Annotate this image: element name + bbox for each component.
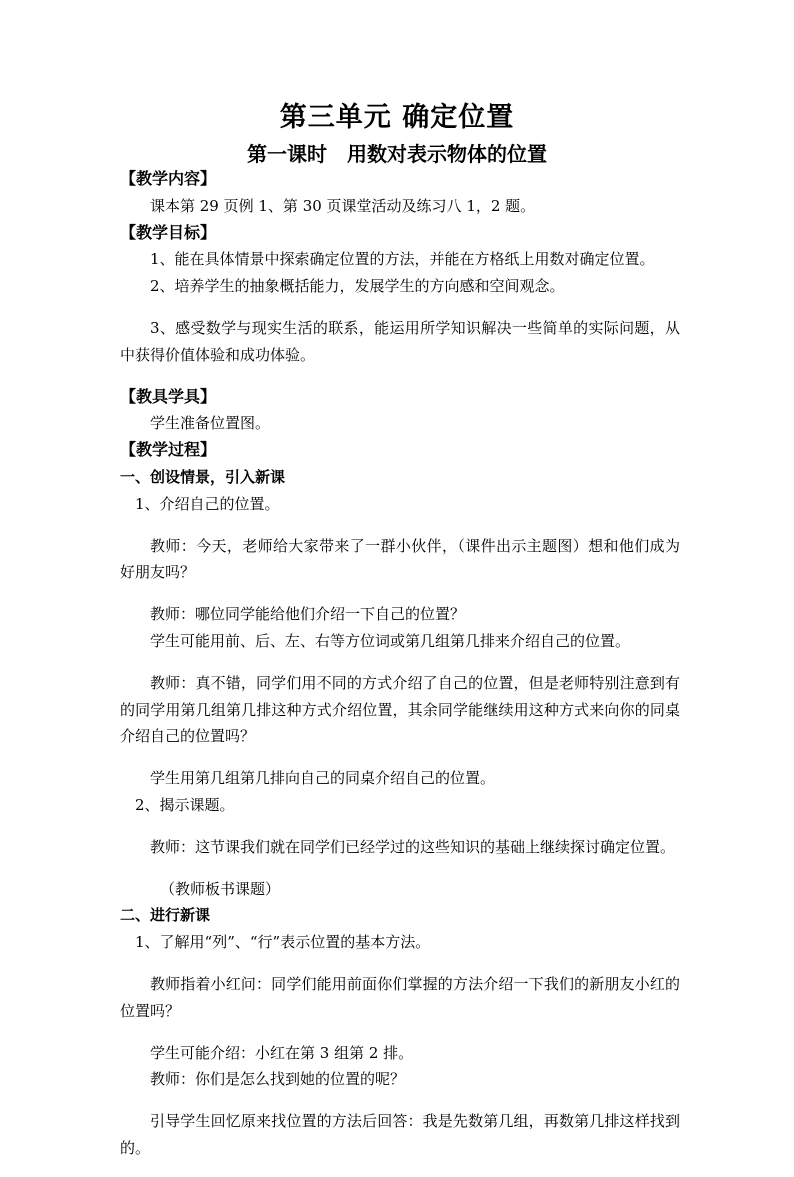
section-2-heading: 二、进行新课 [120,906,211,925]
paragraph-11: 引导学生回忆原来找位置的方法后回答：我是先数第几组，再数第几排这样找到的。 [120,1112,680,1157]
paragraph-8: 教师指着小红问：同学们能用前面你们掌握的方法介绍一下我们的新朋友小红的位置吗？ [120,974,680,1020]
content-text: 课本第 29 页例 1、第 30 页课堂活动及练习八 1，2 题。 [150,196,536,215]
heading-teaching-process: 【教学过程】 [120,440,217,460]
section-1-heading: 一、创设情景，引入新课 [120,467,286,486]
heading-teaching-goals: 【教学目标】 [120,222,217,242]
document-body [120,166,680,1177]
paragraph-3: 学生可能用前、后、左、右等方位词或第几组第几排来介绍自己的位置。 [150,631,631,650]
paragraph-4: 教师：真不错，同学们用不同的方式介绍了自己的位置，但是老师特别注意到有的同学用第几组第几排这种方式介绍位置，其余同学能继续用这种方式来向你的同桌介绍自己的位置吗？ [120,673,680,746]
paragraph-2: 教师：哪位同学能给他们介绍一下自己的位置？ [150,605,466,624]
tools-text: 学生准备位置图。 [150,414,271,433]
paragraph-9: 学生可能介绍：小红在第 3 组第 2 排。 [150,1043,414,1062]
goal-3: 3、感受数学与现实生活的联系，能运用所学知识解决一些简单的实际问题，从中获得价值体验和成功体验。 [120,318,680,364]
step-1-1: 1、介绍自己的位置。 [135,494,280,513]
paragraph-5: 学生用第几组第几排向自己的同桌介绍自己的位置。 [150,769,496,788]
paragraph-1: 教师：今天，老师给大家带来了一群小伙伴，（课件出示主题图）想和他们成为好朋友吗？ [120,536,680,582]
lesson-subtitle: 第一课时 用数对表示物体的位置 [247,142,547,166]
step-2-1: 1、了解用“列”、“行”表示位置的基本方法。 [135,933,431,952]
heading-teaching-tools: 【教具学具】 [120,386,217,406]
paragraph-6: 教师：这节课我们就在同学们已经学过的这些知识的基础上继续探讨确定位置。 [150,837,676,856]
step-1-2: 2、揭示课题。 [135,795,235,814]
paragraph-7: （教师板书课题） [160,879,281,898]
paragraph-10: 教师：你们是怎么找到她的位置的呢？ [150,1070,406,1089]
goal-1: 1、能在具体情景中探索确定位置的方法，并能在方格纸上用数对确定位置。 [150,250,655,269]
heading-teaching-content: 【教学内容】 [120,169,217,188]
page-title: 第三单元 确定位置 [279,102,515,133]
goal-2: 2、培养学生的抽象概括能力，发展学生的方向感和空间观念。 [150,277,565,296]
